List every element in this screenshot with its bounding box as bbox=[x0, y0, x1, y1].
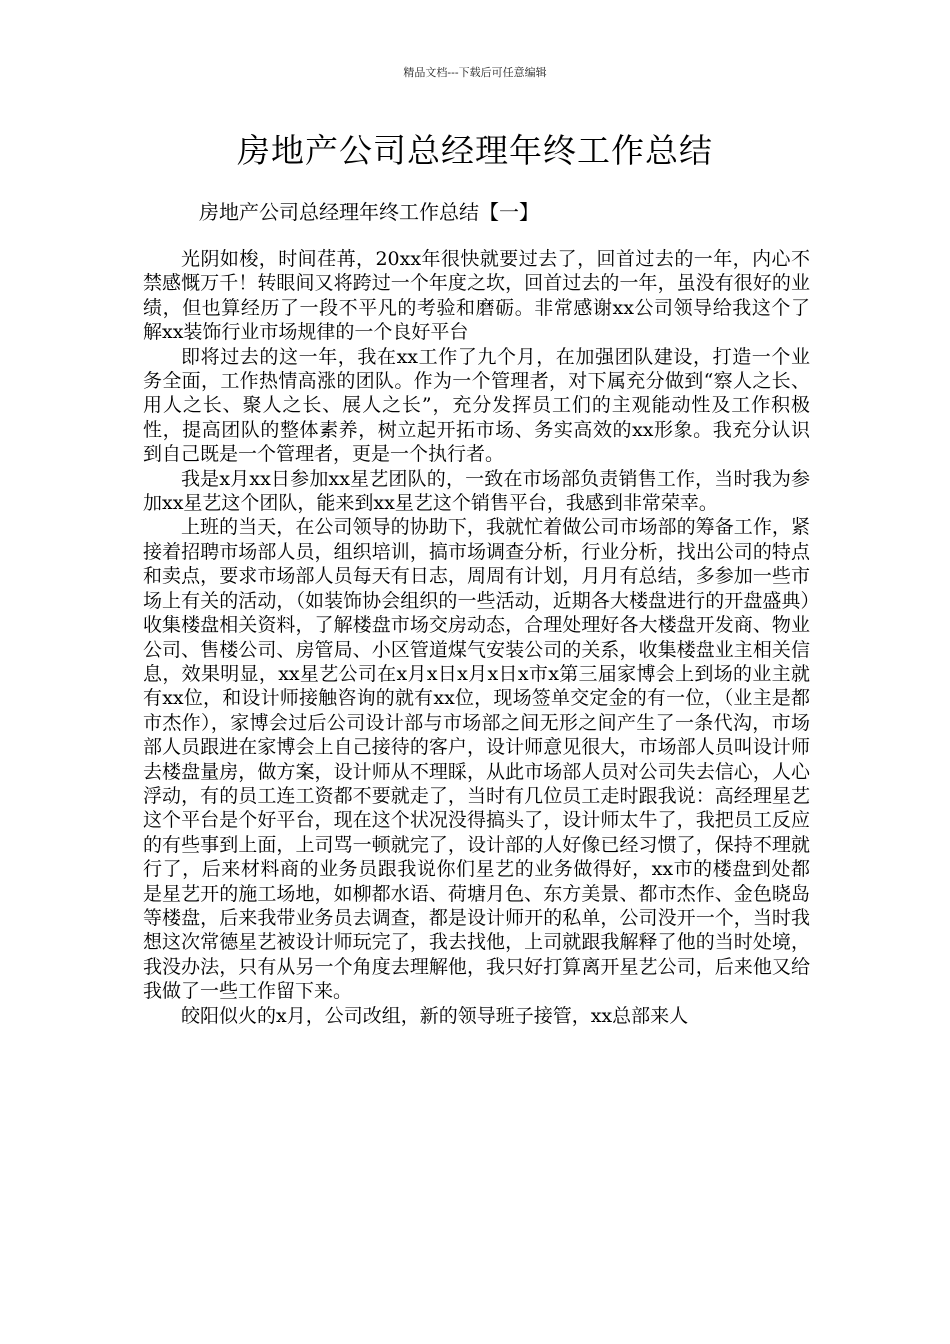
paragraph-5: 皎阳似火的x月，公司改组，新的领导班子接管，xx总部来人 bbox=[181, 1004, 689, 1027]
paragraph-2: 即将过去的这一年，我在xx工作了九个月，在加强团队建设，打造一个业务全面，工作热情高涨的团队。作为一个管理者，对下属充分做到“察人之长、用人之长、聚人之长、展人之长”，充分发挥员工们的主观能动性及工作积极性，提高团队的整体素养，树立起开拓市场、务实高效的xx形象。我充分认识到自己既是一个管理者，更是一个执行者。 bbox=[143, 345, 810, 466]
paragraph-4: 上班的当天，在公司领导的协助下，我就忙着做公司市场部的筹备工作，紧接着招聘市场部人员，组织培训，搞市场调查分析，行业分析，找出公司的特点和卖点，要求市场部人员每天有日志，周周有计划，月月有总结，多参加一些市场上有关的活动，（如装饰协会组织的一些活动，近期各大楼盘进行的开盘盛典）收集楼盘相关资料，了解楼盘市场交房动态，合理处理好各大楼盘开发商、物业公司、售楼公司、房管局、小区管道煤气安装公司的关系，收集楼盘业主相关信息，效果明显，xx星艺公司在x月x日x月x日x市x第三届家博会上到场的业主就有xx位，和设计师接触咨询的就有xx位，现场签单交定金的有一位，（业主是都市杰作），家博会过后公司设计部与市场部之间无形之间产生了一条代沟，市场部人员跟进在家博会上自己接待的客户，设计师意见很大，市场部人员叫设计师去楼盘量房，做方案，设计师从不理睬，从此市场部人员对公司失去信心，人心浮动，有的员工连工资都不要就走了，当时有几位员工走时跟我说：高经理星艺这个平台是个好平台，现在这个状况没得搞头了，设计师太牛了，我把员工反应的有些事到上面，上司骂一顿就完了，设计部的人好像已经习惯了，保持不理就行了，后来材料商的业务员跟我说你们星艺的业务做得好，xx市的楼盘到处都是星艺开的施工场地，如柳都水语、荷塘月色、东方美景、都市杰作、金色晓岛等楼盘，后来我带业务员去调查，都是设计师开的私单，公司没开一个，当时我想这次常德星艺被设计师玩完了，我去找他，上司就跟我解释了他的当时处境，我没办法，只有从另一个角度去理解他，我只好打算离开星艺公司，后来他又给我做了一些工作留下来。 bbox=[143, 516, 810, 1003]
section-subtitle: 房地产公司总经理年终工作总结【一】 bbox=[199, 200, 539, 224]
document-body bbox=[143, 247, 810, 1028]
header-note: 精品文档---下载后可任意编辑 bbox=[403, 66, 547, 79]
document-title: 房地产公司总经理年终工作总结 bbox=[237, 131, 713, 170]
paragraph-1: 光阴如梭，时间荏苒，20xx年很快就要过去了，回首过去的一年，内心不禁感慨万千！转眼间又将跨过一个年度之坎，回首过去的一年，虽没有很好的业绩，但也算经历了一段不平凡的考验和磨砺。非常感谢xx公司领导给我这个了解xx装饰行业市场规律的一个良好平台 bbox=[143, 248, 810, 344]
paragraph-3: 我是x月xx日参加xx星艺团队的，一致在市场部负责销售工作，当时我为参加xx星艺这个团队，能来到xx星艺这个销售平台，我感到非常荣幸。 bbox=[143, 467, 810, 515]
